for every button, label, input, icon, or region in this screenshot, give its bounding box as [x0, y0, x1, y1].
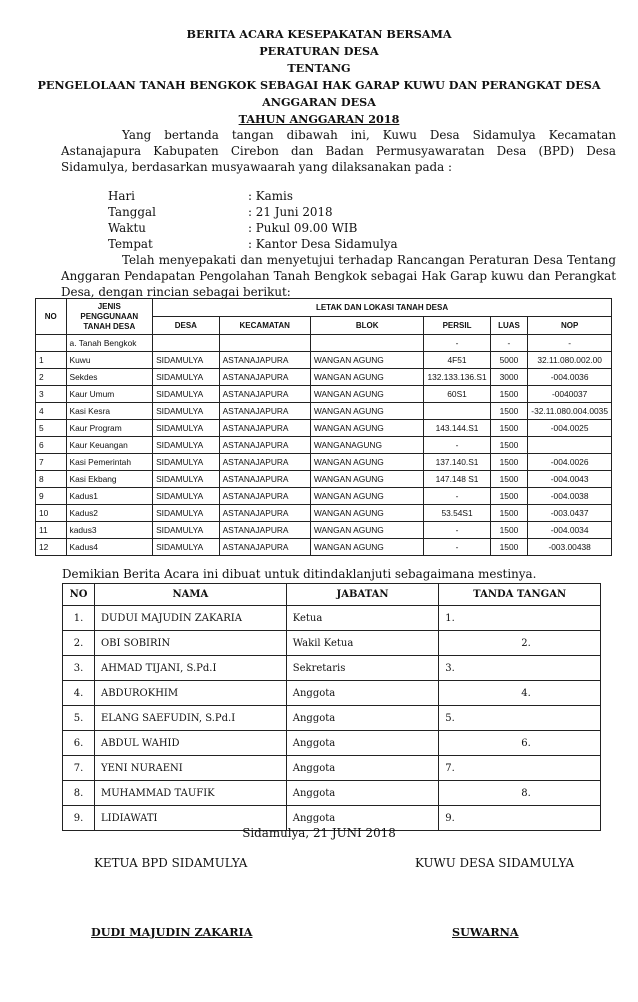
land-row [36, 505, 612, 522]
land-cell: Kasi Ekbang [66, 471, 153, 488]
land-cell: 5000 [490, 352, 528, 369]
sign-row [63, 606, 601, 631]
land-cell: SIDAMULYA [153, 386, 220, 403]
land-cell: SIDAMULYA [153, 522, 220, 539]
land-cell: Kadus1 [66, 488, 153, 505]
sign-cell-jabatan: Anggota [286, 781, 439, 806]
place-date: Sidamulya, 21 JUNI 2018 [242, 826, 396, 840]
land-cell: - [490, 335, 528, 352]
sign-cell-ttd [439, 706, 601, 731]
land-cell: - [424, 437, 490, 454]
sign-cell-no: 8. [63, 781, 95, 806]
land-cell: 3 [36, 386, 67, 403]
land-cell: Kadus2 [66, 505, 153, 522]
meeting-label: Waktu [108, 221, 146, 235]
land-cell: Kaur Umum [66, 386, 153, 403]
land-cell: Kaur Keuangan [66, 437, 153, 454]
land-cell: Kasi Pemerintah [66, 454, 153, 471]
signature-number: 6. [521, 737, 531, 749]
land-cell: ASTANAJAPURA [219, 505, 310, 522]
sign-cell-no: 7. [63, 756, 95, 781]
meeting-row [108, 220, 398, 236]
land-cell: SIDAMULYA [153, 505, 220, 522]
land-cell: 1500 [490, 403, 528, 420]
land-cell: WANGAN AGUNG [310, 539, 424, 556]
col-header-persil: PERSIL [424, 317, 490, 335]
title-line: PERATURAN DESA [259, 44, 379, 58]
meeting-row [108, 236, 398, 252]
land-cell: 1500 [490, 471, 528, 488]
sign-cell-no: 4. [63, 681, 95, 706]
land-cell: -0040037 [528, 386, 612, 403]
land-cell: ASTANAJAPURA [219, 403, 310, 420]
sign-row [63, 681, 601, 706]
sign-cell-nama: DUDUI MAJUDIN ZAKARIA [94, 606, 286, 631]
right-signatory-title: KUWU DESA SIDAMULYA [415, 856, 575, 870]
meeting-label: Tempat [108, 237, 153, 251]
land-cell: ASTANAJAPURA [219, 522, 310, 539]
signature-number: 4. [521, 687, 531, 699]
land-cell: -003.0437 [528, 505, 612, 522]
col-header-blok: BLOK [310, 317, 424, 335]
land-cell: -004.0025 [528, 420, 612, 437]
sign-cell-nama: MUHAMMAD TAUFIK [94, 781, 286, 806]
sign-cell-jabatan: Anggota [286, 756, 439, 781]
sign-cell-ttd [439, 731, 601, 756]
left-signatory-name: DUDI MAJUDIN ZAKARIA [91, 925, 253, 939]
sign-cell-nama: OBI SOBIRIN [94, 631, 286, 656]
land-cell: kadus3 [66, 522, 153, 539]
land-cell: 4 [36, 403, 67, 420]
land-cell: WANGAN AGUNG [310, 386, 424, 403]
land-row [36, 437, 612, 454]
land-cell: SIDAMULYA [153, 454, 220, 471]
sign-cell-jabatan: Anggota [286, 706, 439, 731]
title-line: TAHUN ANGGARAN 2018 [238, 112, 400, 126]
sign-cell-jabatan: Ketua [286, 606, 439, 631]
land-cell: 53.54S1 [424, 505, 490, 522]
sign-row [63, 731, 601, 756]
land-cell: -004.0026 [528, 454, 612, 471]
sign-cell-ttd [439, 631, 601, 656]
land-cell: WANGAN AGUNG [310, 369, 424, 386]
land-cell: WANGAN AGUNG [310, 471, 424, 488]
left-signatory-title: KETUA BPD SIDAMULYA [94, 856, 248, 870]
sign-cell-no: 1. [63, 606, 95, 631]
land-cell: - [424, 335, 490, 352]
land-cell: 3000 [490, 369, 528, 386]
land-cell: ASTANAJAPURA [219, 471, 310, 488]
sign-header-jabatan: JABATAN [286, 584, 439, 606]
land-cell: 147.148 S1 [424, 471, 490, 488]
land-cell: 1500 [490, 386, 528, 403]
sign-cell-nama: AHMAD TIJANI, S.Pd.I [94, 656, 286, 681]
land-cell: WANGAN AGUNG [310, 505, 424, 522]
land-cell: -004.0043 [528, 471, 612, 488]
title-line: PENGELOLAAN TANAH BENGKOK SEBAGAI HAK GARAP KUWU DAN PERANGKAT DESA [37, 78, 601, 92]
right-signatory-name: SUWARNA [452, 925, 519, 939]
land-cell: SIDAMULYA [153, 539, 220, 556]
land-cell: WANGAN AGUNG [310, 420, 424, 437]
land-cell [219, 335, 310, 352]
sign-cell-jabatan: Anggota [286, 731, 439, 756]
land-row [36, 488, 612, 505]
meeting-label: Hari [108, 189, 135, 203]
land-cell: ASTANAJAPURA [219, 420, 310, 437]
land-row [36, 352, 612, 369]
sign-cell-nama: YENI NURAENI [94, 756, 286, 781]
sign-cell-jabatan: Anggota [286, 681, 439, 706]
meeting-value: : 21 Juni 2018 [248, 205, 333, 219]
sign-cell-no: 2. [63, 631, 95, 656]
title-line: BERITA ACARA KESEPAKATAN BERSAMA [186, 27, 452, 41]
sign-cell-no: 6. [63, 731, 95, 756]
land-cell: - [424, 539, 490, 556]
land-cell: 10 [36, 505, 67, 522]
land-row [36, 522, 612, 539]
land-cell: 7 [36, 454, 67, 471]
land-cell: WANGAN AGUNG [310, 403, 424, 420]
land-cell: 1 [36, 352, 67, 369]
land-row [36, 335, 612, 352]
land-cell: Sekdes [66, 369, 153, 386]
land-cell: WANGAN AGUNG [310, 522, 424, 539]
land-cell: 1500 [490, 522, 528, 539]
agreement-paragraph: Telah menyepakati dan menyetujui terhadap Rancangan Peraturan Desa Tentang Anggaran Pendapatan Pengolahan Tanah Bengkok sebagai Hak Garap kuwu dan Perangkat Desa, dengan rincian sebagai berikut: [61, 253, 616, 299]
land-cell: ASTANAJAPURA [219, 488, 310, 505]
closing-paragraph: Demikian Berita Acara ini dibuat untuk ditindaklanjuti sebagaimana mestinya. [62, 567, 537, 581]
land-cell: 1500 [490, 437, 528, 454]
sign-cell-ttd [439, 781, 601, 806]
signature-number: 1. [445, 612, 455, 624]
meeting-details [108, 188, 398, 252]
land-cell: 1500 [490, 505, 528, 522]
land-row [36, 471, 612, 488]
sign-cell-no: 5. [63, 706, 95, 731]
land-cell: ASTANAJAPURA [219, 437, 310, 454]
signature-number: 3. [445, 662, 455, 674]
land-cell: Kuwu [66, 352, 153, 369]
signature-table [62, 583, 601, 831]
sign-cell-nama: LIDIAWATI [94, 806, 286, 831]
land-cell: WANGAN AGUNG [310, 488, 424, 505]
meeting-value: : Kamis [248, 189, 293, 203]
land-cell [36, 335, 67, 352]
land-cell: SIDAMULYA [153, 369, 220, 386]
col-header-kecamatan: KECAMATAN [219, 317, 310, 335]
land-cell: 12 [36, 539, 67, 556]
land-cell: -32.11.080.004.0035 [528, 403, 612, 420]
land-cell [310, 335, 424, 352]
sign-header-nama: NAMA [94, 584, 286, 606]
land-cell: 137.140.S1 [424, 454, 490, 471]
land-cell: 60S1 [424, 386, 490, 403]
sign-cell-ttd [439, 756, 601, 781]
land-row [36, 369, 612, 386]
land-cell: WANGAN AGUNG [310, 352, 424, 369]
land-cell: - [528, 335, 612, 352]
land-cell: ASTANAJAPURA [219, 369, 310, 386]
sign-row [63, 631, 601, 656]
title-line: TENTANG [287, 61, 351, 75]
col-header-letak: LETAK DAN LOKASI TANAH DESA [153, 299, 612, 317]
col-header-desa: DESA [153, 317, 220, 335]
land-cell: 2 [36, 369, 67, 386]
land-cell: SIDAMULYA [153, 403, 220, 420]
sign-cell-nama: ABDUROKHIM [94, 681, 286, 706]
land-cell [528, 437, 612, 454]
land-row [36, 420, 612, 437]
sign-cell-jabatan: Sekretaris [286, 656, 439, 681]
land-cell: 32.11.080.002.00 [528, 352, 612, 369]
sign-row [63, 756, 601, 781]
col-header-nop: NOP [528, 317, 612, 335]
land-cell: SIDAMULYA [153, 420, 220, 437]
meeting-label: Tanggal [108, 205, 156, 219]
land-cell: ASTANAJAPURA [219, 386, 310, 403]
land-cell: 6 [36, 437, 67, 454]
sign-row [63, 706, 601, 731]
land-cell: a. Tanah Bengkok [66, 335, 153, 352]
land-row [36, 454, 612, 471]
meeting-value: : Kantor Desa Sidamulya [248, 237, 398, 251]
title-line: ANGGARAN DESA [262, 95, 376, 109]
land-row [36, 539, 612, 556]
land-cell: WANGANAGUNG [310, 437, 424, 454]
signature-number: 8. [521, 787, 531, 799]
land-cell: 132.133.136.S1 [424, 369, 490, 386]
land-cell: 143.144.S1 [424, 420, 490, 437]
land-cell: 1500 [490, 420, 528, 437]
land-cell: 9 [36, 488, 67, 505]
land-cell: SIDAMULYA [153, 488, 220, 505]
land-cell: - [424, 522, 490, 539]
sign-cell-no: 3. [63, 656, 95, 681]
land-cell: ASTANAJAPURA [219, 454, 310, 471]
land-cell: 8 [36, 471, 67, 488]
land-cell: ASTANAJAPURA [219, 539, 310, 556]
sign-cell-nama: ABDUL WAHID [94, 731, 286, 756]
col-header-luas: LUAS [490, 317, 528, 335]
sign-cell-no: 9. [63, 806, 95, 831]
sign-cell-jabatan: Anggota [286, 806, 439, 831]
land-cell: -004.0036 [528, 369, 612, 386]
sign-row [63, 781, 601, 806]
land-cell: -004.0034 [528, 522, 612, 539]
land-table [35, 298, 612, 556]
sign-cell-ttd [439, 656, 601, 681]
land-cell: WANGAN AGUNG [310, 454, 424, 471]
land-cell: SIDAMULYA [153, 352, 220, 369]
land-cell [153, 335, 220, 352]
document-title [0, 26, 638, 128]
signature-number: 2. [521, 637, 531, 649]
meeting-row [108, 188, 398, 204]
meeting-row [108, 204, 398, 220]
land-cell: 11 [36, 522, 67, 539]
col-header-jenis: JENIS PENGGUNAAN TANAH DESA [66, 299, 153, 335]
land-cell: Kadus4 [66, 539, 153, 556]
land-cell: 1500 [490, 454, 528, 471]
signature-number: 9. [445, 812, 455, 824]
sign-cell-ttd [439, 681, 601, 706]
land-cell: 1500 [490, 539, 528, 556]
land-cell: 5 [36, 420, 67, 437]
intro-paragraph: Yang bertanda tangan dibawah ini, Kuwu Desa Sidamulya Kecamatan Astanajapura Kabupaten Cirebon dan Badan Permusyawaratan Desa (BPD) Desa Sidamulya, berdasarkan musyawaarah yang dilaksanakan pada : [61, 128, 616, 174]
land-cell: -003.00438 [528, 539, 612, 556]
sign-cell-nama: ELANG SAEFUDIN, S.Pd.I [94, 706, 286, 731]
col-header-no: NO [36, 299, 67, 335]
sign-header-no: NO [63, 584, 95, 606]
land-cell [424, 403, 490, 420]
land-cell: 1500 [490, 488, 528, 505]
sign-header-ttd: TANDA TANGAN [439, 584, 601, 606]
land-cell: -004.0038 [528, 488, 612, 505]
land-cell: ASTANAJAPURA [219, 352, 310, 369]
signature-number: 7. [445, 762, 455, 774]
land-cell: SIDAMULYA [153, 471, 220, 488]
land-cell: - [424, 488, 490, 505]
meeting-value: : Pukul 09.00 WIB [248, 221, 358, 235]
sign-cell-ttd [439, 606, 601, 631]
signature-number: 5. [445, 712, 455, 724]
land-cell: SIDAMULYA [153, 437, 220, 454]
land-cell: Kaur Program [66, 420, 153, 437]
sign-cell-jabatan: Wakil Ketua [286, 631, 439, 656]
land-cell: 4F51 [424, 352, 490, 369]
sign-row [63, 656, 601, 681]
land-row [36, 386, 612, 403]
land-row [36, 403, 612, 420]
land-cell: Kasi Kesra [66, 403, 153, 420]
